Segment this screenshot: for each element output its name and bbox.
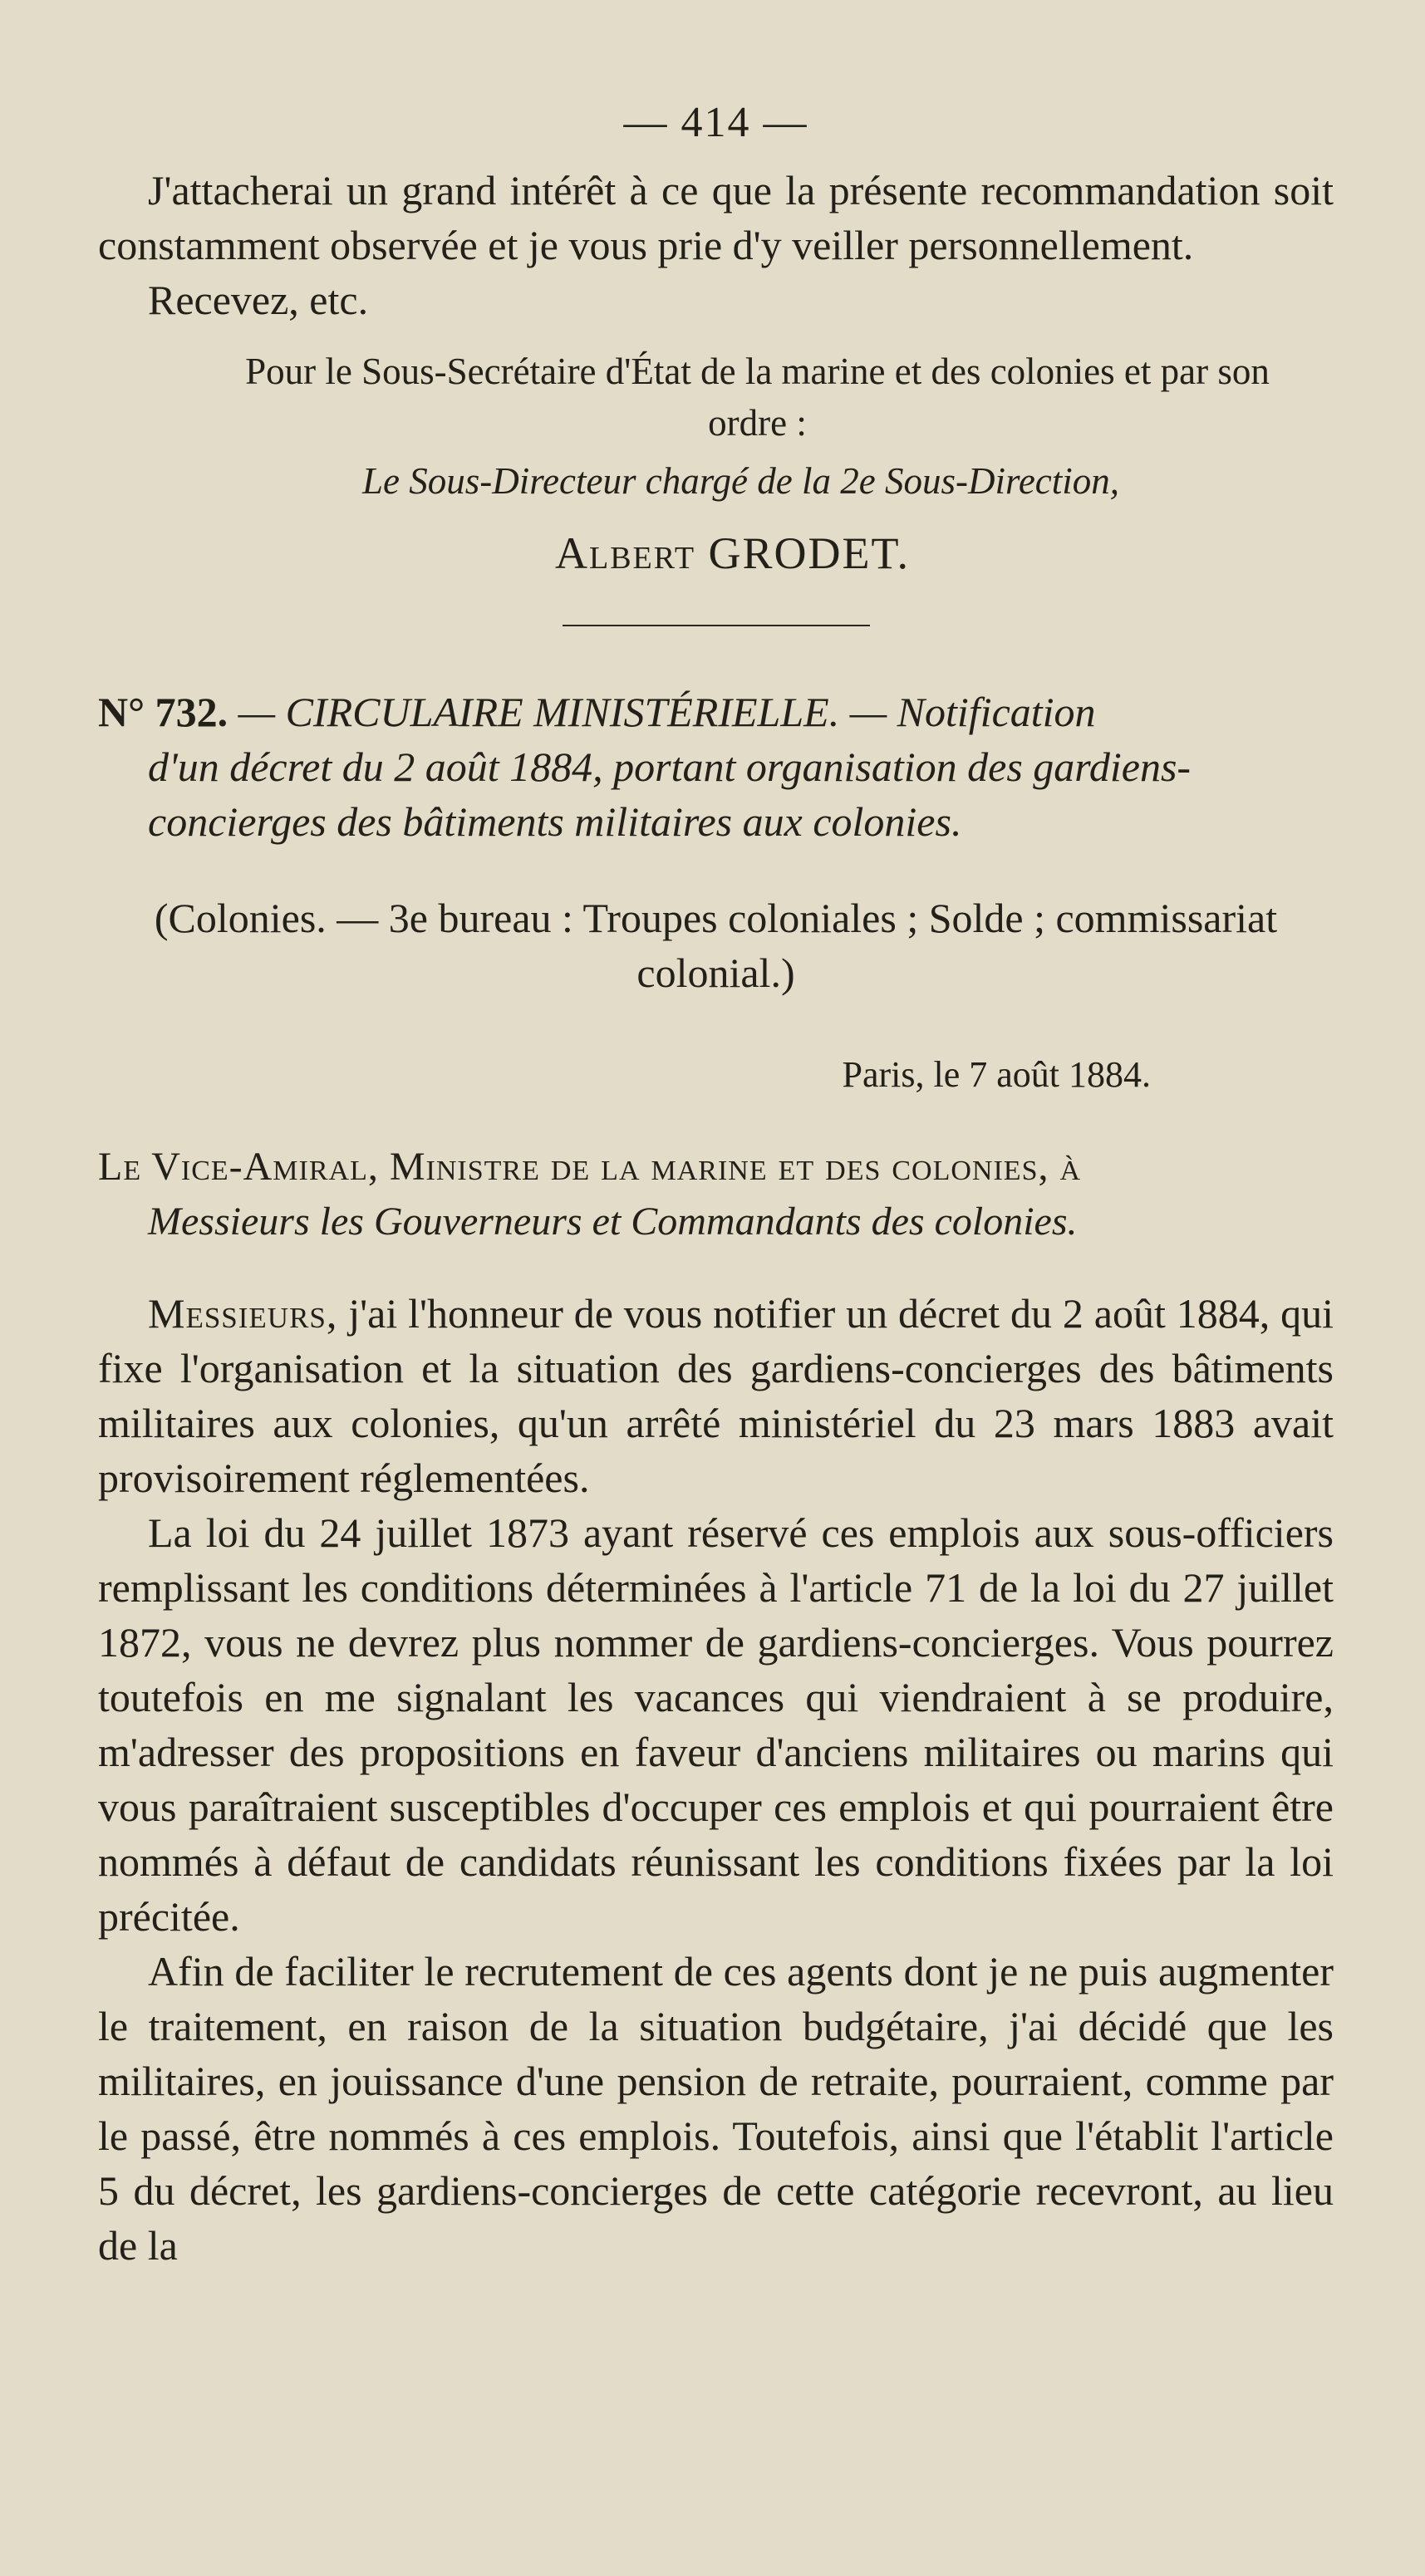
office-reference: (Colonies. — 3e bureau : Troupes coloniales ; Solde ; commissariat colonial.) bbox=[154, 895, 1278, 996]
intro-paragraph: J'attacherai un grand intérêt à ce que la présente recommandation soit constamment observée et je vous prie d'y veiller personnellement. bbox=[98, 167, 1334, 268]
body-paragraph-1-text: j'ai l'honneur de vous notifier un décret du 2 août 1884, qui fixe l'organisation et la situation des gardiens-concierges des bâtiments militaires aux colonies, qu'un arrêté ministériel du 23 mars 1883 avait provisoirement réglementées. bbox=[98, 1290, 1334, 1501]
body-paragraph-1 bbox=[98, 1286, 1334, 1505]
circular-heading-rest: d'un décret du 2 août 1884, portant organisation des gardiens-concierges des bâtiments militaires aux colonies. bbox=[148, 743, 1192, 845]
signature-block bbox=[98, 346, 1334, 583]
circular-heading-line1: — CIRCULAIRE MINISTÉRIELLE. — Notification bbox=[238, 689, 1096, 735]
circular-heading bbox=[98, 684, 1334, 849]
signature-intro: Pour le Sous-Secrétaire d'État de la marine et des colonies et par son ordre : bbox=[245, 351, 1270, 444]
signature-name: Albert GRODET. bbox=[554, 528, 910, 578]
body-paragraph-3: Afin de faciliter le recrutement de ces agents dont je ne puis augmenter le traitement, en raison de la situation budgétaire, j'ai décidé que les militaires, en jouissance d'une pension de retraite, pourraient, comme par le passé, être nommés à ces emplois. Toutefois, ainsi que l'établit l'article 5 du décret, les gardiens-concierges de cette catégorie recevront, au lieu de la bbox=[98, 1948, 1334, 2269]
circular-number: N° 732. bbox=[98, 689, 228, 735]
page-number: — 414 — bbox=[623, 99, 808, 146]
salutation: Messieurs, bbox=[148, 1290, 338, 1337]
signature-title: Le Sous-Directeur chargé de la 2e Sous-Direction, bbox=[361, 460, 1120, 502]
addressee-block bbox=[98, 1140, 1334, 1249]
dateline: Paris, le 7 août 1884. bbox=[842, 1054, 1151, 1095]
addressee-to: Messieurs les Gouverneurs et Commandants des colonies. bbox=[148, 1200, 1078, 1244]
body-paragraph-2: La loi du 24 juillet 1873 ayant réservé ces emplois aux sous-officiers remplissant les conditions déterminées à l'article 71 de la loi du 27 juillet 1872, vous ne devrez plus nommer de gardiens-concierges. Vous pourrez toutefois en me signalant les vacances qui viendraient à se produire, m'adresser des propositions en faveur d'anciens militaires ou marins qui vous paraîtraient susceptibles d'occuper ces emplois et qui pourraient être nommés à défaut de candidats réunissant les conditions fixées par la loi précitée. bbox=[98, 1509, 1334, 1940]
addressee-from: Le Vice-Amiral, Ministre de la marine et des colonies, à bbox=[98, 1145, 1082, 1189]
closing-formula: Recevez, etc. bbox=[148, 277, 369, 323]
section-divider bbox=[563, 625, 870, 626]
